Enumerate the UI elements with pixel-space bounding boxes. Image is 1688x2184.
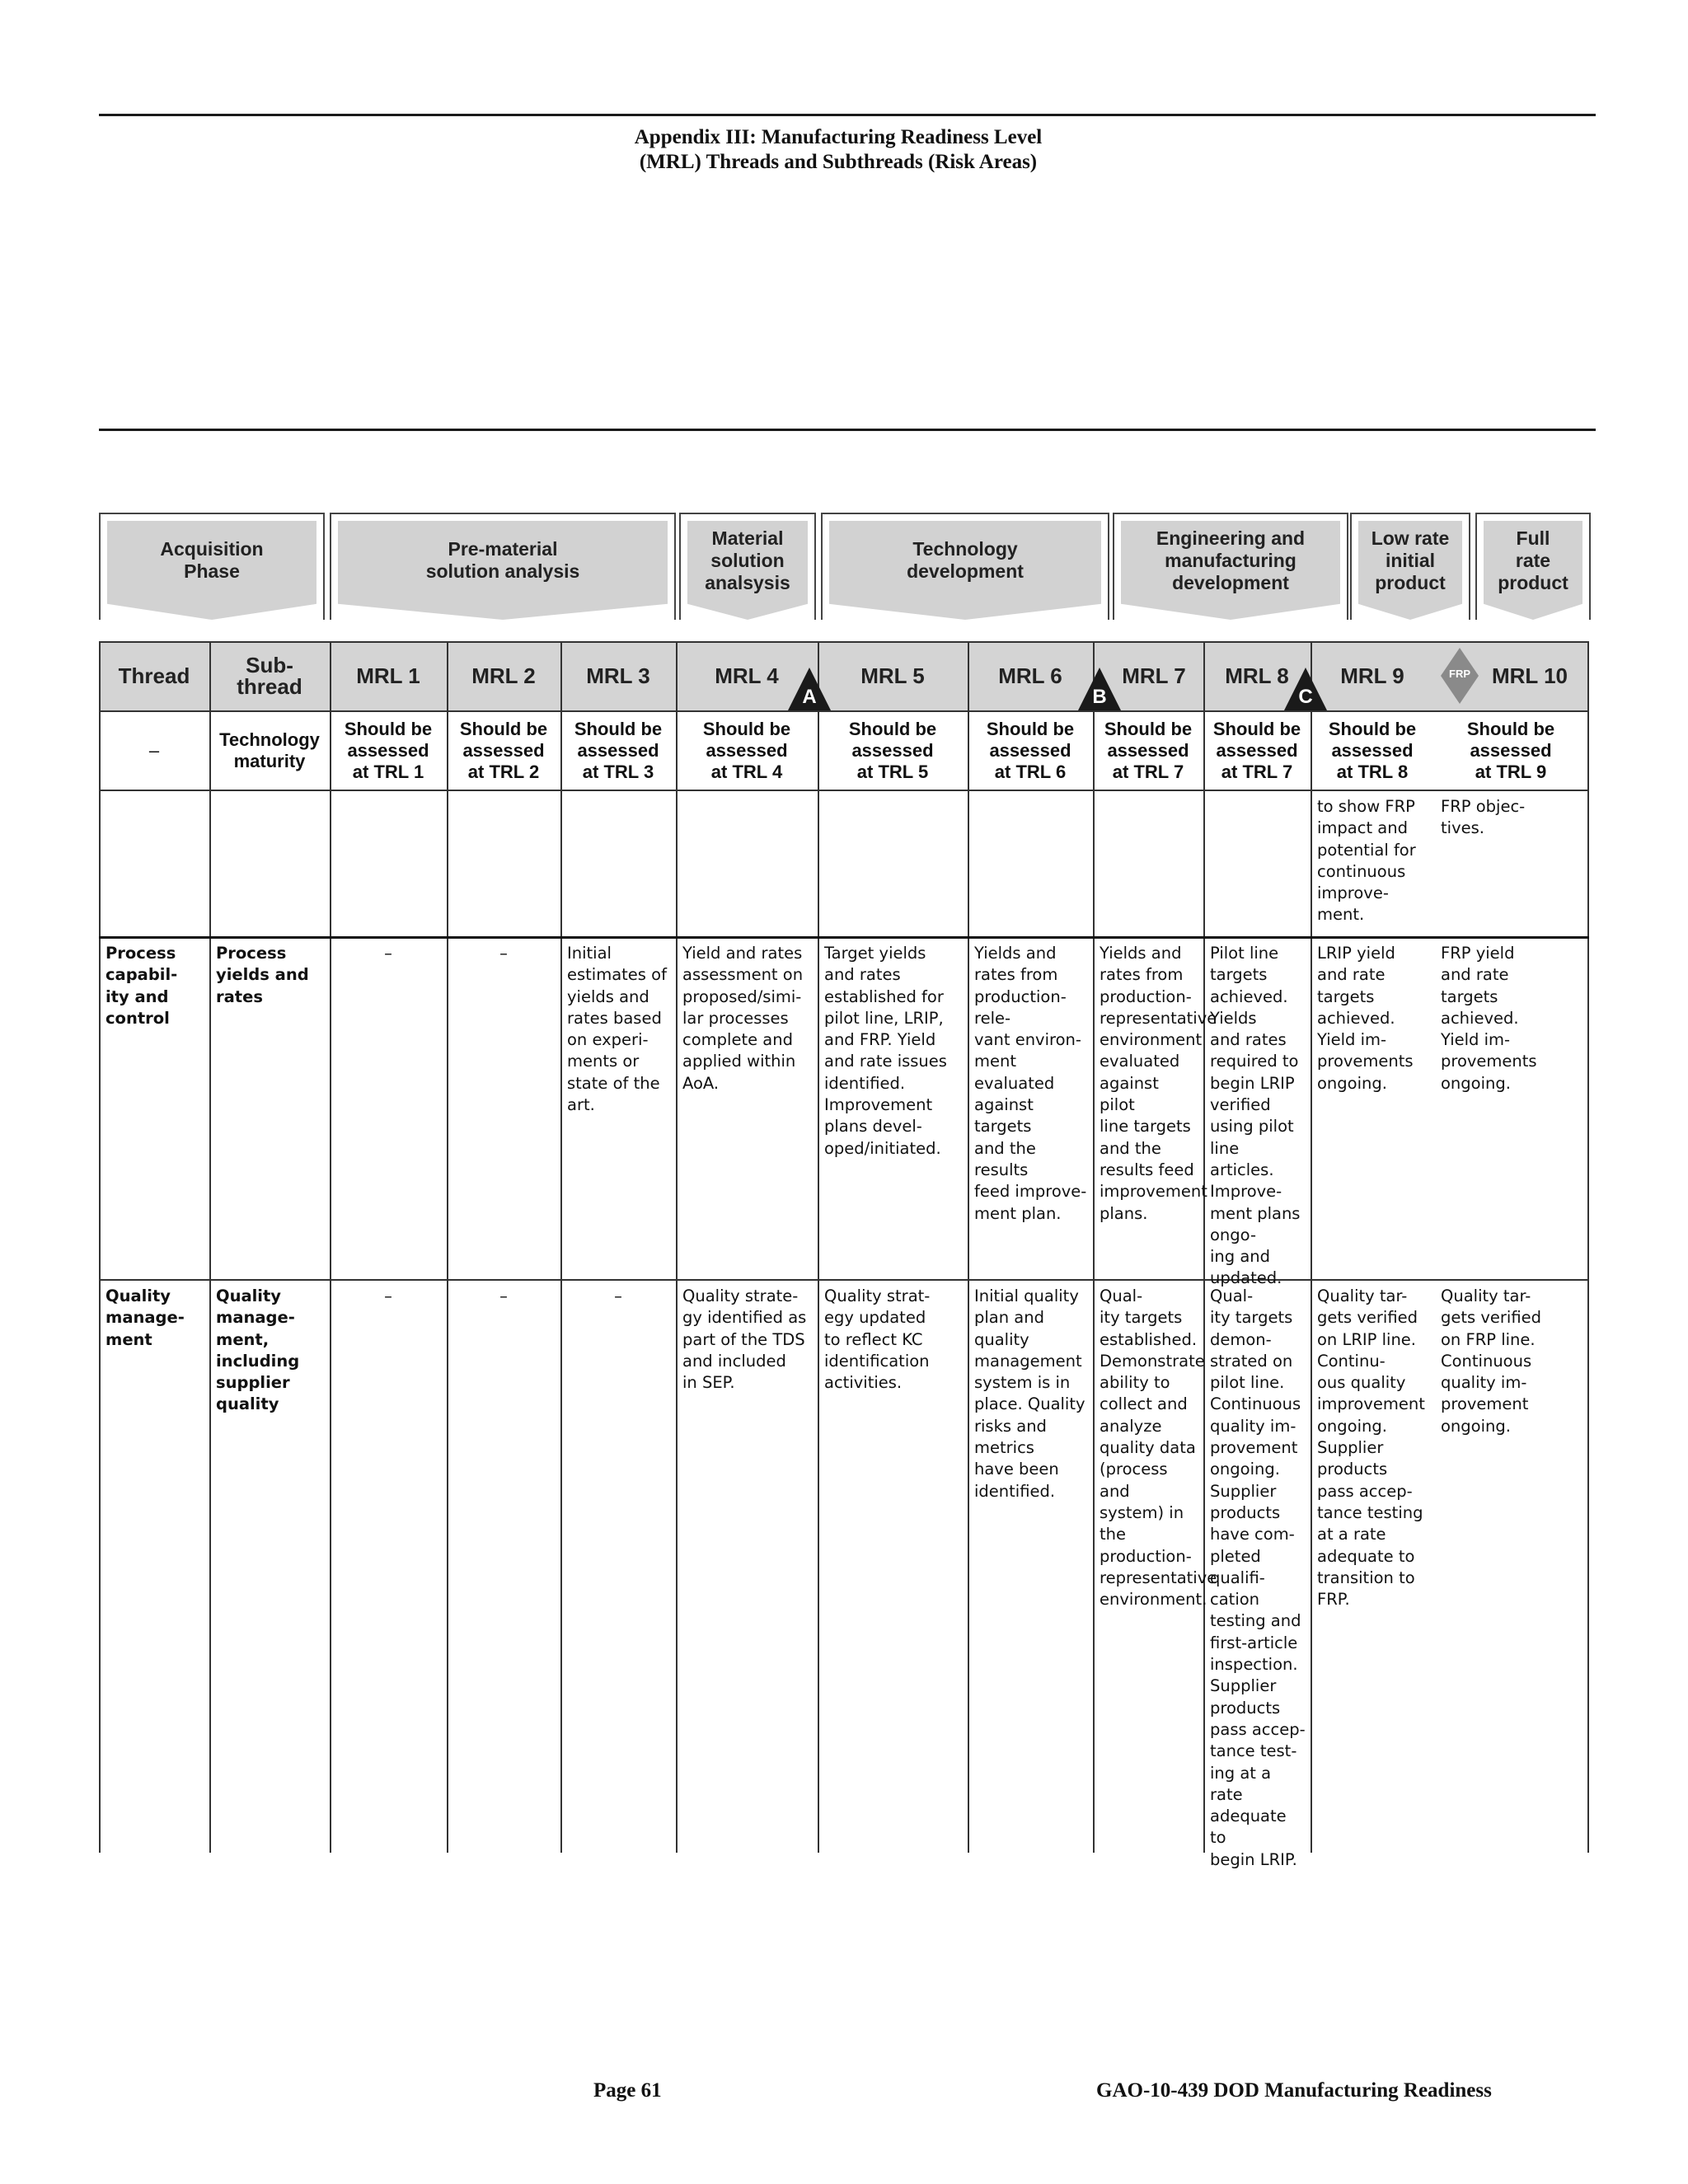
header-mrl-5: MRL 5 <box>860 663 925 688</box>
phase-pre-material-solution-analysis <box>330 513 676 620</box>
tech-row-mrl-4: Should be assessed at TRL 4 <box>702 719 791 782</box>
frp-decision-diamond <box>1441 648 1479 704</box>
process-row-mrl-8: Pilot line targets achieved. Yields and rates required to begin LRIP verified using pilot line articles. Improve- ment plans ongo- ing and updated. <box>1210 944 1301 1288</box>
process-row-mrl-2: – <box>499 944 508 963</box>
tech-row-mrl-2: Should be assessed at TRL 2 <box>459 719 548 782</box>
milestone-b-marker <box>1078 668 1121 710</box>
process-row-subthread: Process yields and rates <box>216 944 309 1006</box>
phase-acquisition <box>99 513 325 620</box>
milestone-c-marker <box>1284 668 1327 710</box>
tech-row-mrl-10: Should be assessed at TRL 9 <box>1466 719 1555 782</box>
phase-label: Engineering and manufacturing development <box>1156 527 1306 593</box>
header-thread: Thread <box>118 663 190 688</box>
tech-row-mrl-5: Should be assessed at TRL 5 <box>848 719 937 782</box>
tech-row-mrl-9: Should be assessed at TRL 8 <box>1328 719 1417 782</box>
page-title <box>0 125 1688 175</box>
milestone-c-label: C <box>1298 686 1313 708</box>
quality-row-mrl-1: – <box>384 1286 392 1305</box>
tech-row-thread: – <box>148 740 160 761</box>
header-mrl-8: MRL 8 <box>1225 663 1289 688</box>
header-mrl-6: MRL 6 <box>998 663 1062 688</box>
process-row-thread: Process capabil- ity and control <box>106 944 178 1028</box>
header-mrl-7: MRL 7 <box>1122 663 1186 688</box>
quality-row-mrl-5: Quality strat- egy updated to reflect KC identification activities. <box>824 1286 931 1393</box>
phase-label: Full rate product <box>1498 527 1568 593</box>
quality-row-mrl-6: Initial quality plan and quality management system is in place. Quality risks and metrics have been identified. <box>974 1286 1085 1501</box>
process-row-mrl-1: – <box>384 944 392 963</box>
tech-row-mrl-6: Should be assessed at TRL 6 <box>986 719 1075 782</box>
header-mrl-2: MRL 2 <box>471 663 536 688</box>
tech-row-mrl-3: Should be assessed at TRL 3 <box>574 719 663 782</box>
document-id: GAO-10-439 DOD Manufacturing Readiness <box>1096 2079 1492 2102</box>
mrl-table <box>99 641 1589 1869</box>
quality-row-mrl-2: – <box>499 1286 508 1305</box>
page-number: Page 61 <box>593 2079 662 2102</box>
process-row-mrl-3: Initial estimates of yields and rates based on experi- ments or state of the art. <box>567 944 667 1115</box>
phase-label: Acquisition Phase <box>160 538 264 582</box>
title-line-1: Appendix III: Manufacturing Readiness Level <box>634 126 1043 148</box>
phase-full-rate-product <box>1475 513 1591 620</box>
process-row-mrl-7: Yields and rates from production- representative environment evaluated against pilot line targets and the results feed improvement plans. <box>1100 944 1217 1223</box>
quality-row-subthread: Quality manage- ment, including supplier quality <box>216 1286 300 1414</box>
quality-row-mrl-10: Quality tar- gets verified on FRP line. Continuous quality im- provement ongoing. <box>1441 1286 1542 1436</box>
quality-row-mrl-3: – <box>614 1286 622 1305</box>
quality-row-thread: Quality manage- ment <box>106 1286 185 1349</box>
process-row-mrl-10: FRP yield and rate targets achieved. Yield im- provements ongoing. <box>1441 944 1537 1093</box>
continuation-mrl-10: FRP objec- tives. <box>1441 797 1526 838</box>
header-mrl-1: MRL 1 <box>356 663 420 688</box>
phase-material-solution-analysis <box>679 513 816 620</box>
quality-row-mrl-8: Qual- ity targets demon- strated on pilot line. Continuous quality im- provement ongoing. Supplier products have com- pleted qualifi- cation testing and first-article inspection. Supplier products pass accep- tance test- ing at a rate adequate to begin LRIP. <box>1210 1286 1306 1869</box>
milestone-a-label: A <box>802 686 817 708</box>
process-row-mrl-5: Target yields and rates established for pilot line, LRIP, and FRP. Yield and rate issues identified. Improvement plans devel- oped/initiated. <box>824 944 947 1158</box>
header-mrl-9: MRL 9 <box>1340 663 1404 688</box>
tech-row-subthread: Technology maturity <box>219 729 320 771</box>
quality-row-mrl-7: Qual- ity targets established. Demonstrate ability to collect and analyze quality data (process and system) in the production- representative environment. <box>1100 1286 1217 1610</box>
phase-technology-development <box>821 513 1109 620</box>
phase-low-rate-initial-product <box>1350 513 1470 620</box>
phase-label: Technology development <box>907 538 1024 582</box>
title-line-2: (MRL) Threads and Subthreads (Risk Areas) <box>639 151 1038 173</box>
tech-row-mrl-8: Should be assessed at TRL 7 <box>1212 719 1301 782</box>
phase-label: Low rate initial product <box>1371 527 1450 593</box>
milestone-b-label: B <box>1092 686 1107 708</box>
continuation-mrl-9: to show FRP impact and potential for continuous improve- ment. <box>1317 797 1416 925</box>
header-subthread: Sub- thread <box>237 653 302 699</box>
quality-row-mrl-9: Quality tar- gets verified on LRIP line. Continu- ous quality improvement ongoing. Supplier products pass accep- tance testing at a rate adequate to transition to FRP. <box>1317 1286 1425 1610</box>
phase-label: Material solution analsysis <box>705 527 790 593</box>
top-rule <box>99 114 1596 116</box>
header-mrl-3: MRL 3 <box>586 663 650 688</box>
process-row-mrl-4: Yield and rates assessment on proposed/simi- lar processes complete and applied within AoA. <box>682 944 804 1093</box>
phase-label: Pre-material solution analysis <box>425 538 580 582</box>
tech-row-mrl-1: Should be assessed at TRL 1 <box>344 719 433 782</box>
header-bottom-rule <box>99 429 1596 431</box>
header-mrl-10: MRL 10 <box>1492 663 1568 688</box>
phase-engineering-manufacturing-development <box>1113 513 1348 620</box>
milestone-a-marker <box>788 668 831 710</box>
process-row-mrl-9: LRIP yield and rate targets achieved. Yield im- provements ongoing. <box>1317 944 1414 1093</box>
quality-row-mrl-4: Quality strate- gy identified as part of the TDS and included in SEP. <box>682 1286 807 1393</box>
header-mrl-4: MRL 4 <box>715 663 779 688</box>
tech-row-mrl-7: Should be assessed at TRL 7 <box>1104 719 1193 782</box>
frp-badge-label: FRP <box>1449 668 1470 680</box>
process-row-mrl-6: Yields and rates from production-rele- vant environ- ment evaluated against targets and the results feed improve- ment plan. <box>974 944 1087 1223</box>
